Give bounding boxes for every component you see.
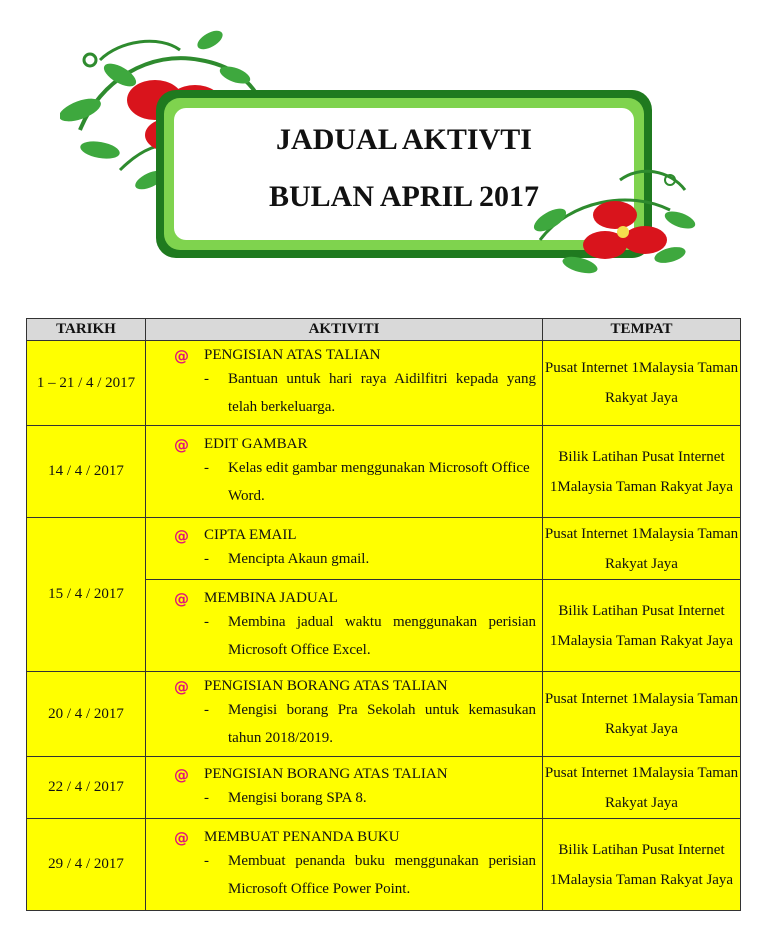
table-row bbox=[27, 672, 741, 757]
activity-cell bbox=[146, 518, 543, 580]
place-cell: Bilik Latihan Pusat Internet 1Malaysia Taman Rakyat Jaya bbox=[543, 819, 741, 911]
place-cell: Bilik Latihan Pusat Internet 1Malaysia Taman Rakyat Jaya bbox=[543, 426, 741, 518]
date-cell: 1 – 21 / 4 / 2017 bbox=[27, 341, 146, 426]
title-banner bbox=[60, 20, 700, 290]
activity-description: Mengisi borang SPA 8. bbox=[228, 789, 367, 806]
activity-cell bbox=[146, 426, 543, 518]
table-row bbox=[27, 341, 741, 426]
place-cell: Pusat Internet 1Malaysia Taman Rakyat Jaya bbox=[543, 518, 741, 580]
bullet-icon: @ bbox=[174, 828, 189, 847]
activity-title: EDIT GAMBAR bbox=[204, 435, 308, 452]
activity-title: PENGISIAN BORANG ATAS TALIAN bbox=[204, 678, 448, 694]
table-row bbox=[27, 426, 741, 518]
place-cell: Pusat Internet 1Malaysia Taman Rakyat Jaya bbox=[543, 672, 741, 757]
place-cell: Pusat Internet 1Malaysia Taman Rakyat Jaya bbox=[543, 341, 741, 426]
activity-cell bbox=[146, 672, 543, 757]
dash-marker: - bbox=[204, 789, 209, 806]
activity-title: MEMBINA JADUAL bbox=[204, 589, 338, 606]
place-cell: Pusat Internet 1Malaysia Taman Rakyat Jaya bbox=[543, 757, 741, 819]
table-header-row bbox=[27, 319, 741, 341]
activity-cell bbox=[146, 819, 543, 911]
date-cell: 14 / 4 / 2017 bbox=[27, 426, 146, 518]
activity-cell bbox=[146, 580, 543, 672]
dash-marker: - bbox=[204, 702, 209, 718]
activity-title: PENGISIAN ATAS TALIAN bbox=[204, 347, 381, 363]
bullet-icon: @ bbox=[174, 347, 189, 365]
dash-marker: - bbox=[204, 371, 209, 387]
activity-title: CIPTA EMAIL bbox=[204, 526, 297, 543]
activity-description: Membuat penanda buku menggunakan perisian Microsoft Office Power Point. bbox=[228, 852, 536, 897]
page-subtitle: BULAN APRIL 2017 bbox=[268, 180, 540, 213]
date-cell: 15 / 4 / 2017 bbox=[27, 518, 146, 672]
dash-marker: - bbox=[204, 613, 209, 630]
activity-description: Kelas edit gambar menggunakan Microsoft Office Word. bbox=[228, 459, 530, 504]
activity-title: MEMBUAT PENANDA BUKU bbox=[204, 828, 400, 845]
dash-marker: - bbox=[204, 459, 209, 476]
place-cell: Bilik Latihan Pusat Internet 1Malaysia Taman Rakyat Jaya bbox=[543, 580, 741, 672]
activity-cell bbox=[146, 341, 543, 426]
bullet-icon: @ bbox=[174, 678, 189, 696]
dash-marker: - bbox=[204, 550, 209, 567]
activity-description: Membina jadual waktu menggunakan perisian Microsoft Office Excel. bbox=[228, 613, 536, 658]
date-cell: 20 / 4 / 2017 bbox=[27, 672, 146, 757]
column-header-activity: AKTIVITI bbox=[146, 319, 543, 341]
activity-description: Mencipta Akaun gmail. bbox=[228, 550, 370, 567]
bullet-icon: @ bbox=[174, 526, 189, 545]
column-header-place: TEMPAT bbox=[543, 319, 741, 341]
bullet-icon: @ bbox=[174, 435, 189, 454]
column-header-date: TARIKH bbox=[27, 319, 146, 341]
table-row bbox=[27, 757, 741, 819]
date-cell: 22 / 4 / 2017 bbox=[27, 757, 146, 819]
dash-marker: - bbox=[204, 852, 209, 869]
date-cell: 29 / 4 / 2017 bbox=[27, 819, 146, 911]
activity-cell bbox=[146, 757, 543, 819]
bullet-icon: @ bbox=[174, 765, 189, 784]
table-row bbox=[27, 819, 741, 911]
page-title: JADUAL AKTIVTI bbox=[276, 123, 532, 156]
activity-title: PENGISIAN BORANG ATAS TALIAN bbox=[204, 765, 448, 782]
floral-vine-decoration-right bbox=[520, 160, 700, 290]
table-row bbox=[27, 518, 741, 580]
activity-schedule-table bbox=[26, 318, 741, 911]
bullet-icon: @ bbox=[174, 589, 189, 608]
activity-description: Mengisi borang Pra Sekolah untuk kemasukan tahun 2018/2019. bbox=[228, 702, 536, 746]
activity-description: Bantuan untuk hari raya Aidilfitri kepada yang telah berkeluarga. bbox=[228, 371, 536, 415]
